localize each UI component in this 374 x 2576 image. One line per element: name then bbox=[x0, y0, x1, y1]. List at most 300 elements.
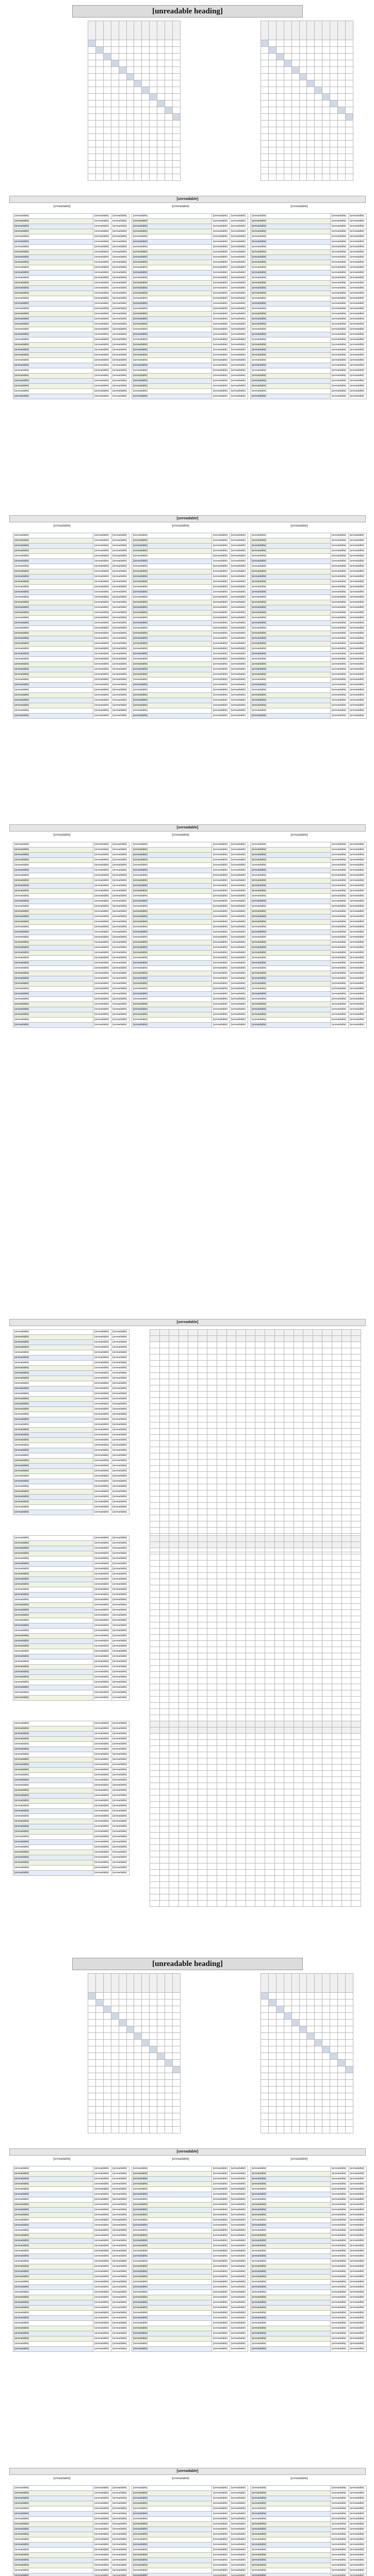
grid-row bbox=[88, 60, 181, 67]
value-cell: [unreadable] bbox=[93, 1809, 111, 1814]
value-cell: [unreadable] bbox=[331, 389, 349, 394]
sheet-cell bbox=[226, 1472, 236, 1478]
sheet-cell bbox=[332, 1367, 342, 1373]
grid-cell bbox=[111, 2020, 119, 2026]
value-cell: [unreadable] bbox=[111, 389, 129, 394]
grid-cell bbox=[134, 47, 142, 54]
sheet-cell bbox=[351, 1647, 361, 1653]
sheet-cell bbox=[217, 1503, 227, 1509]
grid-cell bbox=[119, 2100, 126, 2107]
value-cell: [unreadable] bbox=[111, 909, 129, 914]
value-cell: [unreadable] bbox=[331, 853, 349, 858]
value-cell: [unreadable] bbox=[93, 1464, 111, 1469]
sheet-cell bbox=[284, 1542, 294, 1548]
sheet-cell bbox=[265, 1684, 274, 1690]
sheet-row bbox=[150, 1453, 361, 1460]
value-cell: [unreadable] bbox=[331, 270, 349, 276]
athlete-name-cell: [unreadable] bbox=[13, 889, 93, 894]
value-cell: [unreadable] bbox=[111, 848, 129, 853]
sheet-cell bbox=[226, 1727, 236, 1734]
sheet-cell bbox=[246, 1542, 255, 1548]
table-row bbox=[13, 1721, 129, 1726]
value-cell: [unreadable] bbox=[111, 281, 129, 286]
grid-cell bbox=[165, 74, 173, 80]
athlete-name-cell: [unreadable] bbox=[251, 930, 331, 935]
sheet-cell bbox=[150, 1709, 160, 1715]
sheet-cell bbox=[284, 1472, 294, 1478]
athlete-name-cell: [unreadable] bbox=[251, 940, 331, 945]
athlete-name-cell: [unreadable] bbox=[132, 348, 212, 353]
grid-cell bbox=[157, 2066, 165, 2073]
grid-row bbox=[88, 2120, 181, 2127]
table-row bbox=[13, 317, 129, 322]
grid-cell bbox=[165, 2006, 173, 2013]
sheet-cell bbox=[150, 1484, 160, 1490]
athlete-name-cell: [unreadable] bbox=[13, 322, 93, 327]
sheet-cell bbox=[284, 1466, 294, 1472]
sheet-cell bbox=[294, 1490, 303, 1497]
sheet-cell bbox=[342, 1567, 351, 1573]
grid-cell bbox=[315, 1974, 322, 1993]
value-cell: [unreadable] bbox=[212, 538, 230, 544]
value-cell: [unreadable] bbox=[111, 1742, 129, 1747]
sheet-cell bbox=[255, 1839, 265, 1845]
sheet-cell bbox=[284, 1429, 294, 1435]
sheet-cell bbox=[351, 1876, 361, 1882]
value-cell: [unreadable] bbox=[230, 1007, 248, 1012]
sheet-cell bbox=[332, 1802, 342, 1808]
table-row bbox=[132, 981, 248, 987]
athlete-name-cell: [unreadable] bbox=[251, 878, 331, 884]
sheet-cell bbox=[303, 1727, 313, 1734]
value-cell: [unreadable] bbox=[230, 291, 248, 296]
grid-cell bbox=[276, 154, 284, 161]
table-row bbox=[13, 1366, 129, 1371]
grid-cell bbox=[307, 54, 315, 60]
section-banner-women-title: [unreadable heading] bbox=[152, 7, 223, 15]
athlete-name-cell: [unreadable] bbox=[132, 554, 212, 559]
value-cell: [unreadable] bbox=[331, 544, 349, 549]
sheet-cell bbox=[322, 1814, 332, 1820]
athlete-name-cell: [unreadable] bbox=[13, 1448, 93, 1453]
value-cell: [unreadable] bbox=[93, 1536, 111, 1541]
grid-cell bbox=[330, 2060, 338, 2066]
table-row bbox=[251, 1002, 367, 1007]
grid-cell bbox=[299, 1999, 307, 2006]
table-row bbox=[132, 374, 248, 379]
sheet-cell bbox=[188, 1839, 198, 1845]
athlete-name-cell: [unreadable] bbox=[132, 961, 212, 966]
grid-cell bbox=[95, 2120, 103, 2127]
value-cell: [unreadable] bbox=[111, 544, 129, 549]
sheet-cell bbox=[351, 1528, 361, 1534]
value-cell: [unreadable] bbox=[230, 981, 248, 987]
table-row bbox=[13, 636, 129, 641]
value-cell: [unreadable] bbox=[111, 337, 129, 343]
grid-cell bbox=[345, 2013, 353, 2020]
value-cell: [unreadable] bbox=[331, 848, 349, 853]
athlete-name-cell: [unreadable] bbox=[13, 1340, 93, 1345]
grid-cell bbox=[172, 40, 180, 47]
sheet-cell bbox=[217, 1678, 227, 1684]
grid-cell bbox=[330, 1999, 338, 2006]
sheet-cell bbox=[332, 1561, 342, 1567]
sheet-cell bbox=[274, 1666, 284, 1672]
grid-cell bbox=[315, 47, 322, 54]
athlete-name-cell: [unreadable] bbox=[13, 1788, 93, 1793]
athlete-name-cell: [unreadable] bbox=[132, 889, 212, 894]
value-cell: [unreadable] bbox=[111, 693, 129, 698]
grid-cell bbox=[134, 2113, 142, 2120]
grid-cell bbox=[299, 2020, 307, 2026]
grid-cell bbox=[95, 100, 103, 107]
sheet-cell bbox=[169, 1641, 179, 1647]
table-row bbox=[13, 549, 129, 554]
grid-row bbox=[261, 161, 353, 167]
athlete-name-cell: [unreadable] bbox=[13, 1737, 93, 1742]
table-row bbox=[13, 1330, 129, 1335]
sheet-cell bbox=[255, 1659, 265, 1666]
athlete-name-cell: [unreadable] bbox=[251, 987, 331, 992]
grid-row bbox=[261, 1993, 353, 1999]
athlete-name-cell: [unreadable] bbox=[251, 265, 331, 270]
sheet-cell bbox=[198, 1460, 207, 1466]
sheet-cell bbox=[255, 1416, 265, 1422]
table-row bbox=[132, 683, 248, 688]
sheet-cell bbox=[159, 1721, 169, 1727]
value-cell: [unreadable] bbox=[349, 657, 367, 662]
value-cell: [unreadable] bbox=[349, 590, 367, 595]
sheet-cell bbox=[342, 1839, 351, 1845]
sheet-cell bbox=[313, 1497, 322, 1503]
sheet-cell bbox=[265, 1777, 274, 1783]
sheet-cell bbox=[246, 1373, 255, 1379]
sheet-cell bbox=[294, 1771, 303, 1777]
table-row bbox=[132, 569, 248, 574]
sheet-cell bbox=[274, 1684, 284, 1690]
grid-cell bbox=[330, 2040, 338, 2046]
athlete-name-cell: [unreadable] bbox=[132, 353, 212, 358]
grid-cell bbox=[338, 60, 346, 67]
value-cell: [unreadable] bbox=[93, 909, 111, 914]
sheet-cell bbox=[159, 1622, 169, 1629]
value-cell: [unreadable] bbox=[349, 343, 367, 348]
sheet-cell bbox=[274, 1795, 284, 1802]
sheet-cell bbox=[150, 1870, 160, 1876]
grid-cell bbox=[172, 2066, 180, 2073]
sheet-cell bbox=[322, 1703, 332, 1709]
value-cell: [unreadable] bbox=[212, 930, 230, 935]
sheet-cell bbox=[150, 1466, 160, 1472]
sheet-cell bbox=[332, 1882, 342, 1888]
grid-cell bbox=[95, 141, 103, 147]
value-cell: [unreadable] bbox=[331, 322, 349, 327]
table-row bbox=[13, 894, 129, 899]
grid-cell bbox=[172, 1999, 180, 2006]
sheet-cell bbox=[169, 1616, 179, 1622]
value-cell: [unreadable] bbox=[93, 1824, 111, 1829]
sheet-cell bbox=[226, 1447, 236, 1453]
grid-cell bbox=[157, 94, 165, 100]
value-cell: [unreadable] bbox=[111, 1639, 129, 1644]
sheet-cell bbox=[169, 1610, 179, 1616]
table-row bbox=[13, 307, 129, 312]
grid-cell bbox=[284, 147, 291, 154]
table-row bbox=[13, 368, 129, 374]
sheet-cell bbox=[332, 1598, 342, 1604]
sheet-cell bbox=[332, 1839, 342, 1845]
value-cell: [unreadable] bbox=[331, 255, 349, 260]
sheet-cell bbox=[236, 1528, 246, 1534]
grid-cell bbox=[95, 127, 103, 134]
value-cell: [unreadable] bbox=[212, 374, 230, 379]
grid-cell bbox=[126, 2006, 134, 2013]
grid-cell bbox=[172, 161, 180, 167]
value-cell: [unreadable] bbox=[93, 940, 111, 945]
grid-cell bbox=[150, 141, 157, 147]
sheet-cell bbox=[169, 1876, 179, 1882]
athlete-name-cell: [unreadable] bbox=[132, 214, 212, 219]
value-cell: [unreadable] bbox=[111, 1438, 129, 1443]
grid-cell bbox=[330, 141, 338, 147]
value-cell: [unreadable] bbox=[93, 641, 111, 647]
grid-cell bbox=[330, 100, 338, 107]
sheet-cell bbox=[255, 1820, 265, 1826]
value-cell: [unreadable] bbox=[349, 281, 367, 286]
value-cell: [unreadable] bbox=[93, 1541, 111, 1546]
sheet-cell bbox=[207, 1727, 217, 1734]
table-row bbox=[13, 1551, 129, 1556]
sheet-cell bbox=[178, 1715, 188, 1721]
sheet-cell bbox=[322, 1629, 332, 1635]
table-row bbox=[251, 621, 367, 626]
sheet-cell bbox=[342, 1715, 351, 1721]
sheet-cell bbox=[303, 1616, 313, 1622]
value-cell: [unreadable] bbox=[93, 1685, 111, 1690]
grid-cell bbox=[268, 2046, 276, 2053]
value-cell: [unreadable] bbox=[230, 538, 248, 544]
grid-cell bbox=[157, 141, 165, 147]
athlete-name-cell: [unreadable] bbox=[13, 585, 93, 590]
value-cell: [unreadable] bbox=[93, 956, 111, 961]
grid-cell bbox=[172, 47, 180, 54]
sheet-row bbox=[150, 1416, 361, 1422]
grid-cell bbox=[299, 127, 307, 134]
grid-cell bbox=[126, 121, 134, 127]
sheet-cell bbox=[207, 1528, 217, 1534]
sheet-cell bbox=[217, 1666, 227, 1672]
sheet-cell bbox=[188, 1490, 198, 1497]
value-cell: [unreadable] bbox=[212, 605, 230, 611]
sheet-cell bbox=[159, 1795, 169, 1802]
sheet-cell bbox=[226, 1585, 236, 1591]
sheet-cell bbox=[217, 1367, 227, 1373]
grid-cell bbox=[291, 60, 299, 67]
athlete-name-cell: [unreadable] bbox=[251, 693, 331, 698]
sheet-cell bbox=[351, 1554, 361, 1561]
athlete-name-cell: [unreadable] bbox=[132, 848, 212, 853]
sheet-cell bbox=[178, 1857, 188, 1863]
grid-cell bbox=[103, 147, 111, 154]
sheet-cell bbox=[284, 1684, 294, 1690]
value-cell: [unreadable] bbox=[93, 234, 111, 240]
sheet-cell bbox=[207, 1342, 217, 1348]
athlete-name-cell: [unreadable] bbox=[251, 245, 331, 250]
sheet-cell bbox=[198, 1422, 207, 1429]
value-cell: [unreadable] bbox=[230, 368, 248, 374]
table-row bbox=[251, 559, 367, 564]
sheet-cell bbox=[188, 1330, 198, 1336]
sheet-cell bbox=[255, 1684, 265, 1690]
table-row bbox=[251, 353, 367, 358]
grid-cell bbox=[268, 2033, 276, 2040]
table-row bbox=[13, 1495, 129, 1500]
grid-row bbox=[261, 174, 353, 181]
score-grid bbox=[261, 1973, 353, 2133]
sheet-cell bbox=[351, 1703, 361, 1709]
sheet-cell bbox=[313, 1857, 322, 1863]
value-cell: [unreadable] bbox=[111, 1644, 129, 1649]
sheet-cell bbox=[332, 1789, 342, 1795]
sheet-cell bbox=[217, 1542, 227, 1548]
athlete-name-cell: [unreadable] bbox=[251, 374, 331, 379]
grid-cell bbox=[261, 2046, 269, 2053]
table-row bbox=[251, 317, 367, 322]
athlete-name-cell: [unreadable] bbox=[132, 255, 212, 260]
value-cell: [unreadable] bbox=[93, 564, 111, 569]
sheet-cell bbox=[236, 1509, 246, 1515]
sheet-cell bbox=[294, 1808, 303, 1814]
sheet-cell bbox=[294, 1789, 303, 1795]
grid-cell bbox=[291, 127, 299, 134]
table-row bbox=[132, 368, 248, 374]
sheet-cell bbox=[274, 1641, 284, 1647]
sheet-cell bbox=[332, 1579, 342, 1585]
value-cell: [unreadable] bbox=[349, 544, 367, 549]
value-cell: [unreadable] bbox=[93, 657, 111, 662]
athlete-name-cell: [unreadable] bbox=[13, 621, 93, 626]
athlete-name-cell: [unreadable] bbox=[13, 1479, 93, 1484]
grid-cell bbox=[126, 2053, 134, 2060]
grid-cell bbox=[172, 87, 180, 94]
sheet-cell bbox=[255, 1894, 265, 1901]
sheet-cell bbox=[313, 1808, 322, 1814]
sheet-cell bbox=[351, 1765, 361, 1771]
value-cell: [unreadable] bbox=[349, 714, 367, 719]
grid-cell bbox=[315, 161, 322, 167]
sheet-cell bbox=[169, 1497, 179, 1503]
sheet-cell bbox=[236, 1653, 246, 1659]
value-cell: [unreadable] bbox=[111, 1371, 129, 1376]
grid-row bbox=[88, 134, 181, 141]
value-cell: [unreadable] bbox=[230, 332, 248, 337]
table-row bbox=[251, 858, 367, 863]
value-cell: [unreadable] bbox=[230, 621, 248, 626]
grid-cell bbox=[142, 2120, 150, 2127]
sheet-cell bbox=[322, 1361, 332, 1367]
score-grid bbox=[261, 21, 353, 181]
value-cell: [unreadable] bbox=[93, 1386, 111, 1392]
athlete-name-cell: [unreadable] bbox=[251, 538, 331, 544]
sheet-cell bbox=[255, 1478, 265, 1484]
sheet-cell bbox=[217, 1857, 227, 1863]
sheet-cell bbox=[188, 1802, 198, 1808]
grid-cell bbox=[134, 2066, 142, 2073]
sheet-cell bbox=[226, 1361, 236, 1367]
grid-cell bbox=[119, 141, 126, 147]
grid-cell bbox=[88, 2053, 96, 2060]
sheet-cell bbox=[169, 1404, 179, 1410]
value-cell: [unreadable] bbox=[93, 307, 111, 312]
sheet-cell bbox=[274, 1659, 284, 1666]
sheet-cell bbox=[188, 1783, 198, 1789]
grid-cell bbox=[165, 127, 173, 134]
sheet-cell bbox=[198, 1740, 207, 1746]
athlete-name-cell: [unreadable] bbox=[13, 1819, 93, 1824]
value-cell: [unreadable] bbox=[212, 884, 230, 889]
value-cell: [unreadable] bbox=[331, 657, 349, 662]
value-cell: [unreadable] bbox=[230, 281, 248, 286]
athlete-name-cell: [unreadable] bbox=[13, 1685, 93, 1690]
value-cell: [unreadable] bbox=[93, 961, 111, 966]
athlete-name-cell: [unreadable] bbox=[251, 997, 331, 1002]
sheet-cell bbox=[169, 1622, 179, 1629]
sheet-cell bbox=[217, 1591, 227, 1598]
sheet-cell bbox=[274, 1336, 284, 1342]
table-row bbox=[13, 616, 129, 621]
value-cell: [unreadable] bbox=[212, 951, 230, 956]
table-row bbox=[13, 688, 129, 693]
sheet-cell bbox=[226, 1647, 236, 1653]
athlete-name-cell: [unreadable] bbox=[132, 307, 212, 312]
table-row bbox=[13, 1654, 129, 1659]
sheet-cell bbox=[159, 1882, 169, 1888]
sheet-cell bbox=[274, 1697, 284, 1703]
value-cell: [unreadable] bbox=[212, 945, 230, 951]
athlete-name-cell: [unreadable] bbox=[132, 966, 212, 971]
sheet-cell bbox=[342, 1509, 351, 1515]
sheet-cell bbox=[313, 1604, 322, 1610]
athlete-name-cell: [unreadable] bbox=[13, 384, 93, 389]
athlete-name-cell: [unreadable] bbox=[132, 863, 212, 868]
sheet-cell bbox=[169, 1567, 179, 1573]
sheet-cell bbox=[207, 1466, 217, 1472]
sheet-cell bbox=[207, 1404, 217, 1410]
sheet-cell bbox=[313, 1870, 322, 1876]
athlete-name-cell: [unreadable] bbox=[13, 1556, 93, 1562]
grid-cell bbox=[338, 67, 346, 74]
value-cell: [unreadable] bbox=[212, 848, 230, 853]
table-row bbox=[13, 224, 129, 229]
sheet-cell bbox=[313, 1542, 322, 1548]
sheet-cell bbox=[236, 1503, 246, 1509]
sheet-cell bbox=[159, 1777, 169, 1783]
sheet-cell bbox=[284, 1484, 294, 1490]
sheet-cell bbox=[294, 1521, 303, 1528]
sheet-cell bbox=[342, 1336, 351, 1342]
sheet-cell bbox=[274, 1765, 284, 1771]
grid-cell bbox=[142, 2053, 150, 2060]
sheet-cell bbox=[255, 1802, 265, 1808]
grid-cell bbox=[322, 161, 330, 167]
grid-cell bbox=[95, 2080, 103, 2087]
athlete-name-cell: [unreadable] bbox=[251, 904, 331, 909]
athlete-name-cell: [unreadable] bbox=[13, 574, 93, 580]
grid-cell bbox=[261, 40, 269, 47]
value-cell: [unreadable] bbox=[349, 384, 367, 389]
sheet-cell bbox=[322, 1697, 332, 1703]
sheet-cell bbox=[322, 1610, 332, 1616]
